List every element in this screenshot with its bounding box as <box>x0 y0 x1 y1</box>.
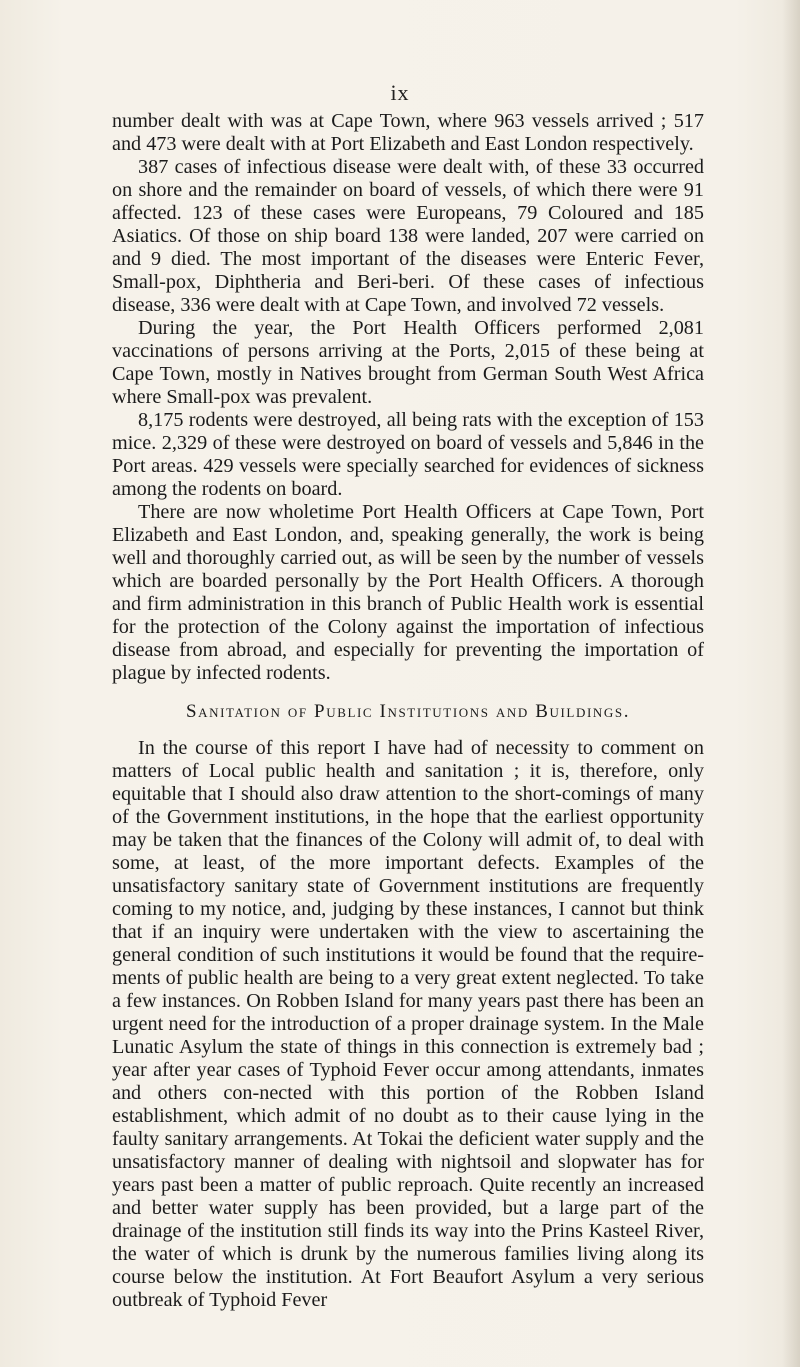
paragraph-rodents: 8,175 rodents were destroyed, all being rats with the exception of 153 mice. 2,329 of these were destroyed on board of vessels and 5,846 in the Port areas. 429 vessels were specially searched for evidences of sickness among the rodents on board. <box>112 409 704 500</box>
page-edge-shadow <box>782 0 800 1367</box>
paragraph-port-numbers: number dealt with was at Cape Town, where 963 vessels arrived ; 517 and 473 were dealt with at Port Elizabeth and East London respectively. <box>112 110 704 155</box>
paragraph-port-health-officers: There are now wholetime Port Health Officers at Cape Town, Port Elizabeth and East London, and, speaking generally, the work is being well and thoroughly carried out, as will be seen by the number of vessels which are boarded personally by the Port Health Officers. A thorough and firm administration in this branch of Public Health work is essential for the protection of the Colony against the importation of infectious disease from abroad, and especially for preventing the importation of plague by infected rodents. <box>112 501 704 684</box>
page-number: ix <box>390 80 410 105</box>
paragraph-infectious-cases: 387 cases of infectious disease were dealt with, of these 33 occurred on shore and the remainder on board of vessels, of which there were 91 affected. 123 of these cases were Europeans, 79 Coloured and 185 Asiatics. Of those on ship board 138 were landed, 207 were carried on and 9 died. The most important of the diseases were Enteric Fever, Small-pox, Diphtheria and Beri-beri. Of these cases of infectious disease, 336 were dealt with at Cape Town, and involved 72 vessels. <box>112 156 704 316</box>
paragraph-public-institutions: In the course of this report I have had of necessity to comment on matters of Local public health and sanitation ; it is, therefore, only equitable that I should also draw attention to the short-comings of many of the Government institutions, in the hope that the earliest opportunity may be taken that the finances of the Colony will admit of, to deal with some, at least, of the more important defects. Examples of the unsatisfactory sanitary state of Government institutions are frequently coming to my notice, and, judging by these instances, I cannot but think that if an inquiry were undertaken with the view to ascertaining the general condition of such institutions it would be found that the require-ments of public health are being to a very great extent neglected. To take a few instances. On Robben Island for many years past there has been an urgent need for the introduction of a proper drainage system. In the Male Lunatic Asylum the state of things in this connection is extremely bad ; year after year cases of Typhoid Fever occur among attendants, inmates and others con-nected with this portion of the Robben Island establishment, which admit of no doubt as to their cause lying in the faulty sanitary arrangements. At Tokai the deficient water supply and the unsatisfactory manner of dealing with nightsoil and slopwater has for years past been a matter of public reproach. Quite recently an increased and better water supply has been provided, but a large part of the drainage of the institution still finds its way into the Prins Kasteel River, the water of which is drunk by the numerous families living along its course below the institution. At Fort Beaufort Asylum a very serious outbreak of Typhoid Fever <box>112 737 704 1311</box>
section-heading: Sanitation of Public Institutions and Buildings. <box>185 701 631 722</box>
body-text <box>112 110 704 1312</box>
paragraph-vaccinations: During the year, the Port Health Officers performed 2,081 vaccinations of persons arriving at the Ports, 2,015 of these being at Cape Town, mostly in Natives brought from German South West Africa where Small-pox was prevalent. <box>112 317 704 408</box>
